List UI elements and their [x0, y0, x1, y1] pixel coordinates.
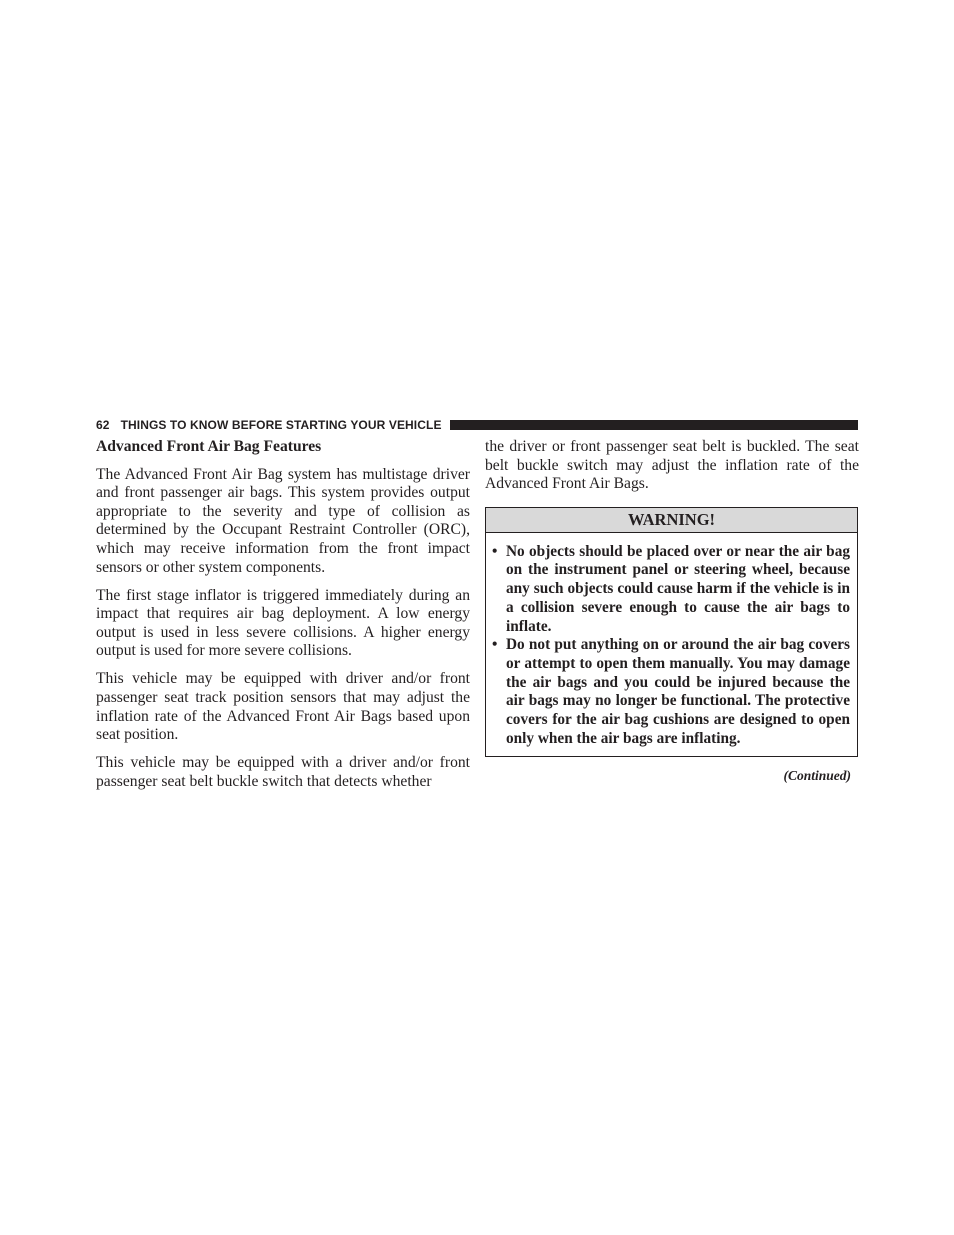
header-rule: [450, 420, 858, 430]
section-heading: Advanced Front Air Bag Features: [96, 438, 322, 455]
section-title: THINGS TO KNOW BEFORE STARTING YOUR VEHICLE: [120, 418, 442, 432]
warning-item-text: No objects should be placed over or near the air bag on the instrument panel or steering wheel, because any such objects could cause harm if the vehicle is in a collision severe enough to cause the air bags to inflate.: [506, 542, 850, 635]
bullet-icon: •: [492, 542, 498, 560]
bullet-icon: •: [492, 636, 498, 654]
warning-title: WARNING!: [486, 508, 857, 533]
page-number: 62: [96, 418, 110, 432]
body-paragraph: This vehicle may be equipped with driver and/or front passenger seat track position sensors that may adjust the inflation rate of the Advanced Front Air Bags based upon seat position.: [96, 670, 470, 744]
body-paragraph: The Advanced Front Air Bag system has multistage driver and front passenger air bags. This system provides output appropriate to the severity and type of collision as determined by the Occupant Restraint Controller (ORC), which may receive information from the front impact sensors or other system components.: [96, 465, 470, 576]
warning-box: [485, 507, 858, 757]
continued-label: (Continued): [783, 767, 851, 783]
page-header: [96, 417, 858, 433]
body-paragraph: the driver or front passenger seat belt is buckled. The seat belt buckle switch may adjust the inflation rate of the Advanced Front Air Bags.: [485, 438, 859, 493]
right-column: [485, 438, 859, 785]
body-paragraph: This vehicle may be equipped with a driver and/or front passenger seat belt buckle switch that detects whether: [96, 754, 470, 790]
warning-list: [486, 533, 857, 756]
warning-item: [492, 543, 850, 637]
body-paragraph: The first stage inflator is triggered immediately during an impact that requires air bag deployment. A low energy output is used in less severe collisions. A higher energy output is used for more severe collisions.: [96, 586, 470, 660]
warning-item: [492, 636, 850, 748]
warning-item-text: Do not put anything on or around the air bag covers or attempt to open them manually. You may damage the air bags and you could be injured because the air bags may no longer be functional. The protective covers for the air bag cushions are designed to open only when the air bags are inflating.: [506, 636, 850, 747]
left-column: [96, 438, 470, 801]
